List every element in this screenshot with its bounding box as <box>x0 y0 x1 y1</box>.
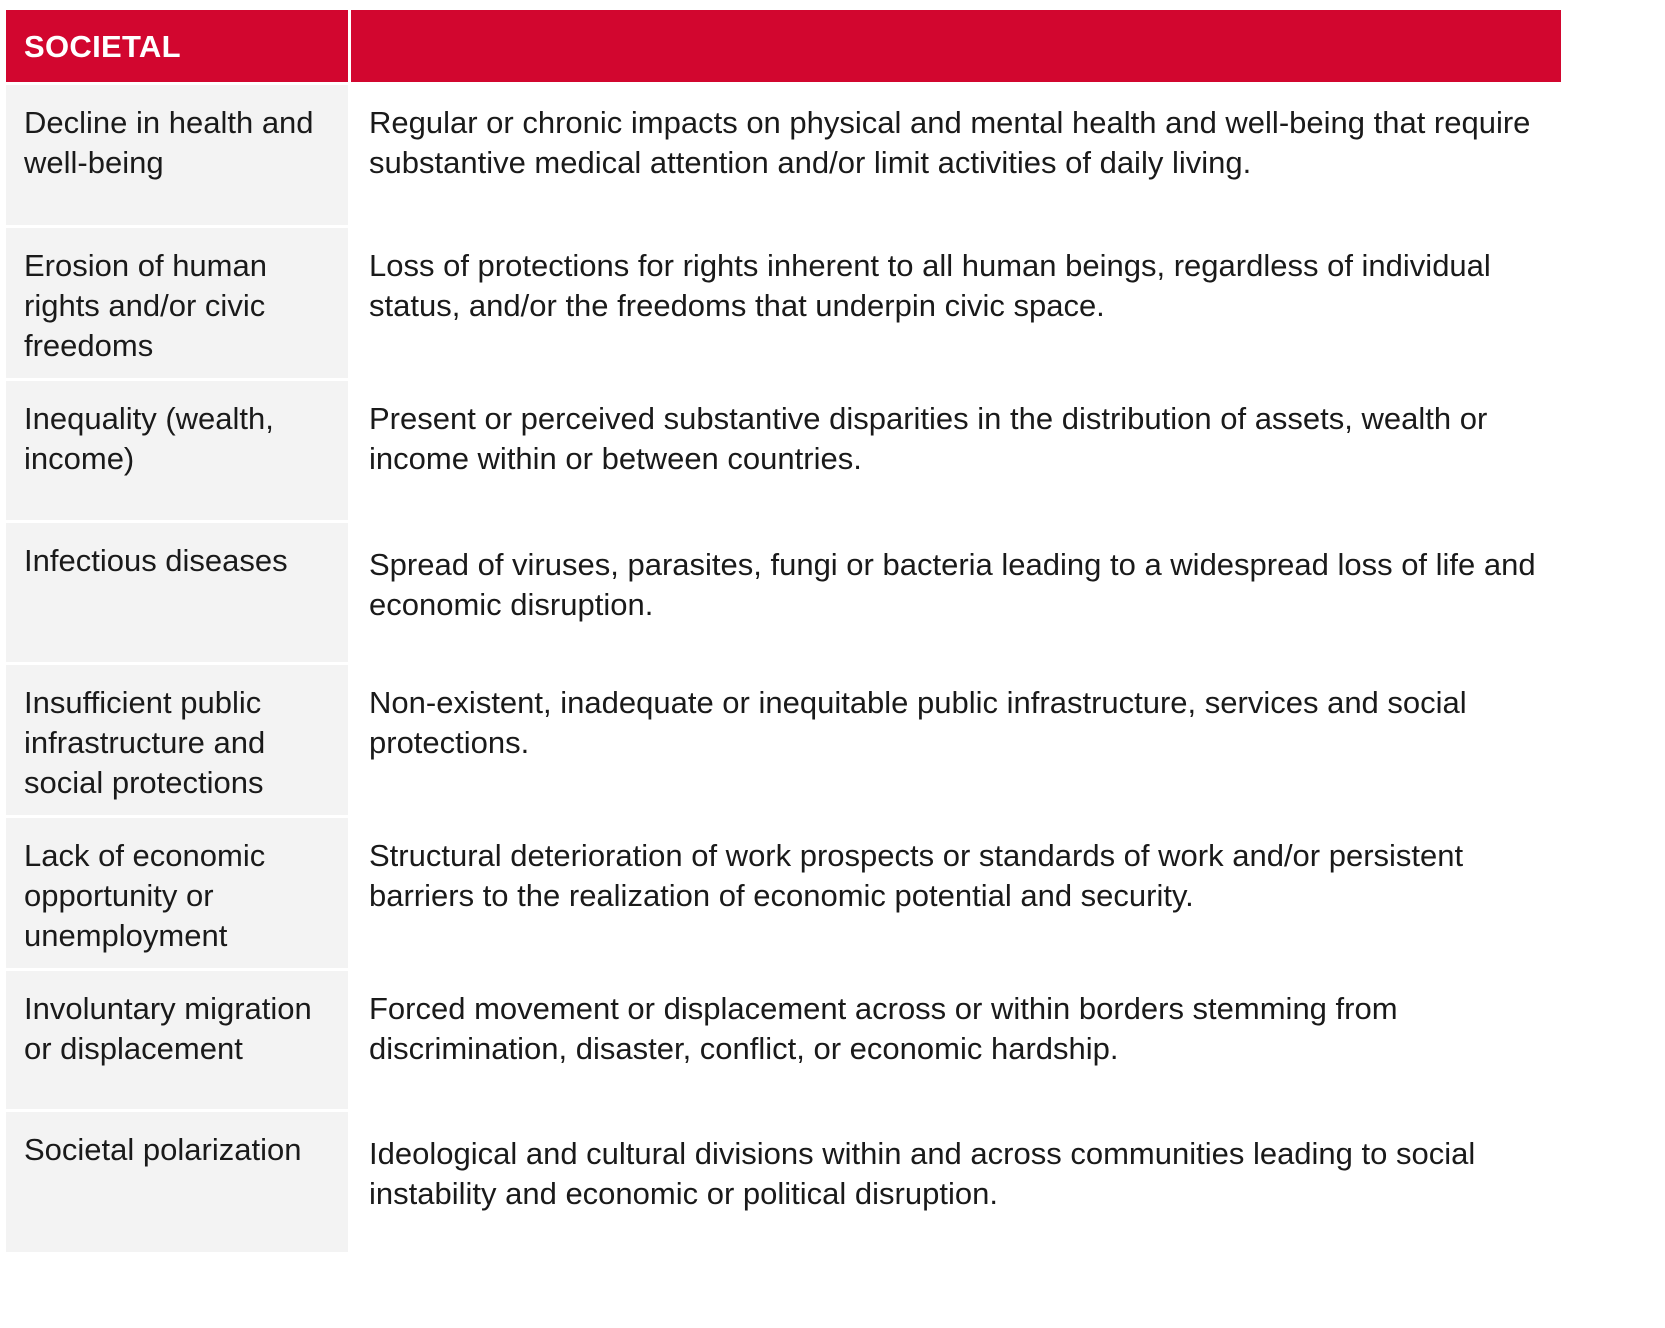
risk-definition: Structural deterioration of work prospects or standards of work and/or persistent barriers to the realization of economic potential and security. <box>369 838 1464 913</box>
risk-term: Insufficient public infrastructure and social protections <box>6 665 348 815</box>
risk-term: Lack of economic opportunity or unemployment <box>6 818 348 968</box>
risk-definition: Present or perceived substantive disparities in the distribution of assets, wealth or income within or between countries. <box>369 401 1488 476</box>
header-bar <box>351 10 1561 82</box>
risk-term: Decline in health and well-being <box>6 85 348 225</box>
table-row <box>6 971 1658 1109</box>
risk-definition: Loss of protections for rights inherent to all human beings, regardless of individual status, and/or the freedoms that underpin civic space. <box>369 248 1491 323</box>
risk-definition: Spread of viruses, parasites, fungi or bacteria leading to a widespread loss of life and economic disruption. <box>369 547 1536 622</box>
risk-term: Involuntary migration or displacement <box>6 971 348 1109</box>
risk-term: Societal polarization <box>6 1112 348 1252</box>
table-header <box>6 10 1658 82</box>
risk-term: Infectious diseases <box>6 523 348 662</box>
table-row <box>6 665 1658 815</box>
table-row <box>6 381 1658 520</box>
category-heading: SOCIETAL <box>6 10 348 82</box>
table-row <box>6 1112 1658 1252</box>
table-row <box>6 85 1658 225</box>
risk-definition: Forced movement or displacement across or within borders stemming from discrimination, disaster, conflict, or economic hardship. <box>369 991 1398 1066</box>
risk-term: Inequality (wealth, income) <box>6 381 348 520</box>
risk-definitions-table <box>6 10 1658 1252</box>
risk-term: Erosion of human rights and/or civic freedoms <box>6 228 348 378</box>
risk-definition: Regular or chronic impacts on physical and mental health and well-being that require substantive medical attention and/or limit activities of daily living. <box>369 105 1531 180</box>
risk-definition: Non-existent, inadequate or inequitable public infrastructure, services and social protections. <box>369 685 1467 760</box>
table-row <box>6 228 1658 378</box>
risk-definition: Ideological and cultural divisions within and across communities leading to social instability and economic or political disruption. <box>369 1136 1476 1211</box>
table-row <box>6 818 1658 968</box>
table-row <box>6 523 1658 662</box>
